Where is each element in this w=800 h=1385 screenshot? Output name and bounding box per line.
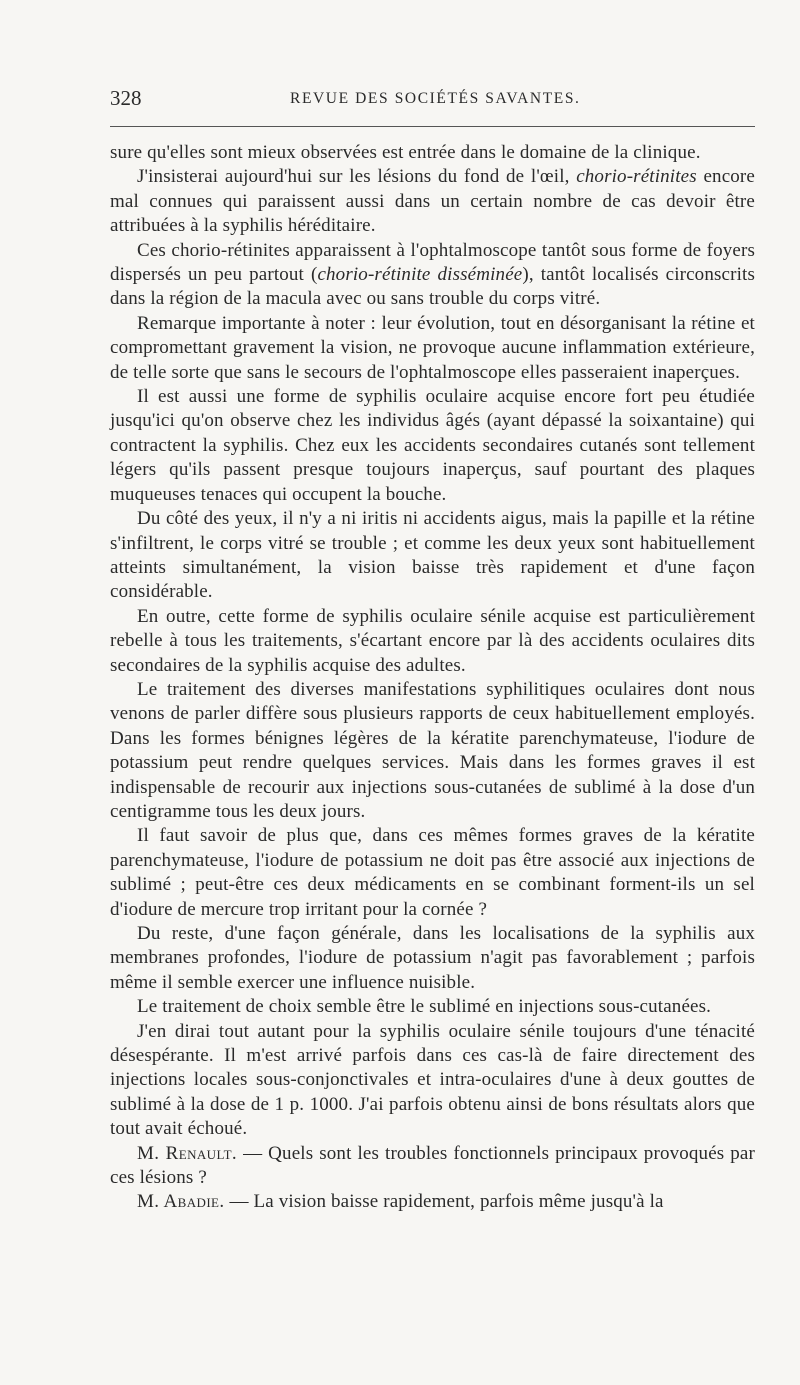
- paragraph-text: Le traitement de choix semble être le sublimé en injections sous-cutanées.: [137, 996, 712, 1018]
- paragraph-text: Du côté des yeux, il n'y a ni iritis ni accidents aigus, mais la papille et la rétine s'infiltrent, le corps vitré se trouble ; et comme les deux yeux sont habituellement atteints simultanément, la vision baisse très rapidement et d'une façon considérable.: [110, 508, 755, 603]
- paragraph: [110, 141, 755, 165]
- paragraph: [110, 507, 755, 605]
- paragraph: [110, 312, 755, 385]
- paragraph-text: Remarque importante à noter : leur évolution, tout en désorganisant la rétine et compromettant gravement la vision, ne provoque aucune inflammation extérieure, de telle sorte que sans le secours de l'ophtalmoscope elles passeraient inaperçues.: [110, 312, 755, 383]
- italic-term: chorio-rétinites: [576, 166, 697, 188]
- paragraph-text: Il faut savoir de plus que, dans ces mêmes formes graves de la kératite parenchymateuse, l'iodure de potassium ne doit pas être associé aux injections de sublimé ; peut-être ces deux médicaments en se combinant forment-ils un sel d'iodure de mercure trop irritant pour la cornée ?: [110, 825, 755, 920]
- paragraph: [110, 922, 755, 995]
- paragraph-text: — La vision baisse rapidement, parfois même jusqu'à la: [224, 1191, 664, 1213]
- paragraph: [110, 995, 755, 1019]
- paragraph: [110, 1020, 755, 1142]
- speaker-name: M. Renault.: [137, 1142, 238, 1164]
- running-title: REVUE DES SOCIÉTÉS SAVANTES.: [290, 90, 581, 107]
- paragraph-text: sure qu'elles sont mieux observées est entrée dans le domaine de la clinique.: [110, 142, 701, 163]
- paragraph: [110, 1190, 755, 1214]
- paragraph-text: ), tantôt localisés circonscrits dans la région de la macula avec ou sans trouble du corps vitré.: [110, 264, 755, 310]
- paragraph: [110, 165, 755, 238]
- paragraph-text: Du reste, d'une façon générale, dans les localisations de la syphilis aux membranes profondes, l'iodure de potassium n'agit pas favorablement ; parfois même il semble exercer une influence nuisible.: [110, 923, 755, 993]
- speaker-name: M. Abadie.: [137, 1191, 225, 1213]
- paragraph-text: encore mal connues qui paraissent aussi dans un certain nombre de cas devoir être attribuées à la syphilis héréditaire.: [110, 166, 755, 237]
- paragraph: [110, 678, 755, 824]
- paragraph-text: J'insisterai aujourd'hui sur les lésions du fond de l'œil,: [137, 166, 577, 188]
- header-rule: [110, 126, 755, 127]
- paragraph-text: En outre, cette forme de syphilis oculaire sénile acquise est particulièrement rebelle à tous les traitements, s'écartant encore par là des accidents oculaires dits secondaires de la syphilis acquise des adultes.: [110, 605, 755, 676]
- paragraph-text: — Quels sont les troubles fonctionnels principaux provoqués par ces lésions ?: [110, 1142, 755, 1189]
- paragraph: [110, 385, 755, 507]
- paragraph-text: Il est aussi une forme de syphilis oculaire acquise encore fort peu étudiée jusqu'ici qu'on observe chez les individus âgés (ayant dépassé la soixantaine) qui contractent la syphilis. Chez eux les accidents secondaires cutanés sont tellement légers qu'ils passent presque toujours inaperçus, sauf pourtant des plaques muqueuses tenaces qui occupent la bouche.: [110, 386, 755, 505]
- italic-term: chorio-rétinite disséminée: [317, 264, 523, 286]
- paragraph-text: J'en dirai tout autant pour la syphilis oculaire sénile toujours d'une ténacité désespérante. Il m'est arrivé parfois dans ces cas-là de faire directement des injections locales sous-conjonctivales et intra-oculaires d'une à deux gouttes de sublimé à la dose de 1 p. 1000. J'ai parfois obtenu ainsi de bons résultats alors que tout avait échoué.: [110, 1020, 755, 1140]
- paragraph: [110, 824, 755, 922]
- paragraph: [110, 605, 755, 678]
- page-header: [110, 86, 755, 110]
- paragraph: [110, 1142, 755, 1191]
- body-text: [110, 141, 755, 1215]
- paragraph: [110, 239, 755, 312]
- paragraph-text: Ces chorio-rétinites apparaissent à l'ophtalmoscope tantôt sous forme de foyers dispersés un peu partout (: [110, 239, 755, 286]
- paragraph-text: Le traitement des diverses manifestations syphilitiques oculaires dont nous venons de parler diffère sous plusieurs rapports de ceux habituellement employés. Dans les formes bénignes légères de la kératite parenchymateuse, l'iodure de potassium peut rendre quelques services. Mais dans les formes graves il est indispensable de recourir aux injections sous-cutanées de sublimé à la dose d'un centigramme tous les deux jours.: [110, 678, 755, 822]
- page-number: 328: [110, 86, 142, 110]
